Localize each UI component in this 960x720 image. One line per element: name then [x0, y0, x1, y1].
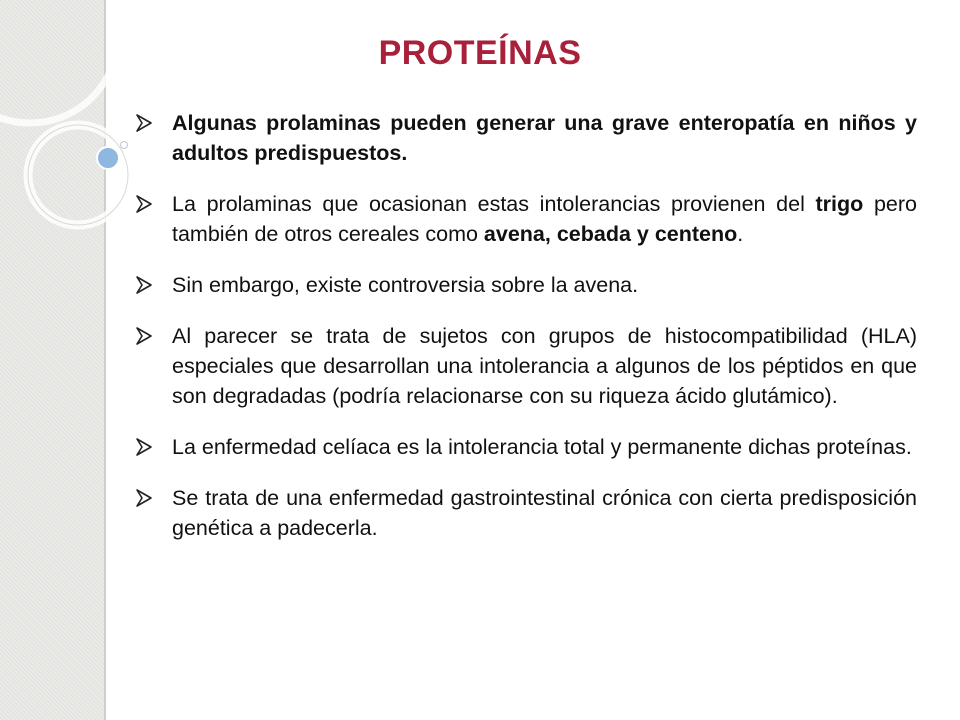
text-segment: pero también de otros cereales como: [172, 192, 917, 246]
bullet-text: [172, 108, 917, 168]
arrow-bullet-icon: [135, 321, 172, 351]
bold-text-segment: trigo: [815, 192, 864, 216]
bullet-list: [135, 108, 917, 564]
bold-text-segment: avena, cebada y centeno: [483, 222, 738, 246]
slide-title: PROTEÍNAS: [378, 34, 582, 72]
bullet-text: [172, 270, 917, 300]
bullet-item: [135, 432, 917, 462]
bullet-text: [172, 321, 917, 411]
text-segment: La prolaminas que ocasionan estas intolerancias provienen del: [172, 192, 816, 216]
text-segment: Se trata de una enfermedad gastrointestinal crónica con cierta predisposición genética a padecerla.: [172, 486, 917, 540]
text-segment: Al parecer se trata de sujetos con grupos de histocompatibilidad (HLA) especiales que desarrollan una intolerancia a algunos de los péptidos en que son degradadas (podría relacionarse con su riqueza ácido glutámico).: [172, 324, 917, 408]
text-segment: Sin embargo, existe controversia sobre la avena.: [172, 273, 639, 297]
text-segment: .: [737, 222, 744, 246]
text-segment: La enfermedad celíaca es la intolerancia total y permanente dichas proteínas.: [172, 435, 912, 459]
arrow-bullet-icon: [135, 189, 172, 219]
small-dot-icon: [121, 142, 128, 149]
bold-text-segment: Algunas prolaminas pueden generar una grave enteropatía en niños y adultos predispuestos.: [172, 111, 917, 165]
arrow-bullet-icon: [135, 432, 172, 462]
blue-dot-icon: [97, 147, 119, 169]
arrow-bullet-icon: [135, 108, 172, 138]
bullet-item: [135, 189, 917, 249]
bullet-text: [172, 189, 917, 249]
bullet-item: [135, 270, 917, 300]
bullet-text: [172, 483, 917, 543]
arrow-bullet-icon: [135, 483, 172, 513]
bullet-item: [135, 108, 917, 168]
bullet-text: [172, 432, 917, 462]
bullet-item: [135, 483, 917, 543]
bullet-item: [135, 321, 917, 411]
arrow-bullet-icon: [135, 270, 172, 300]
